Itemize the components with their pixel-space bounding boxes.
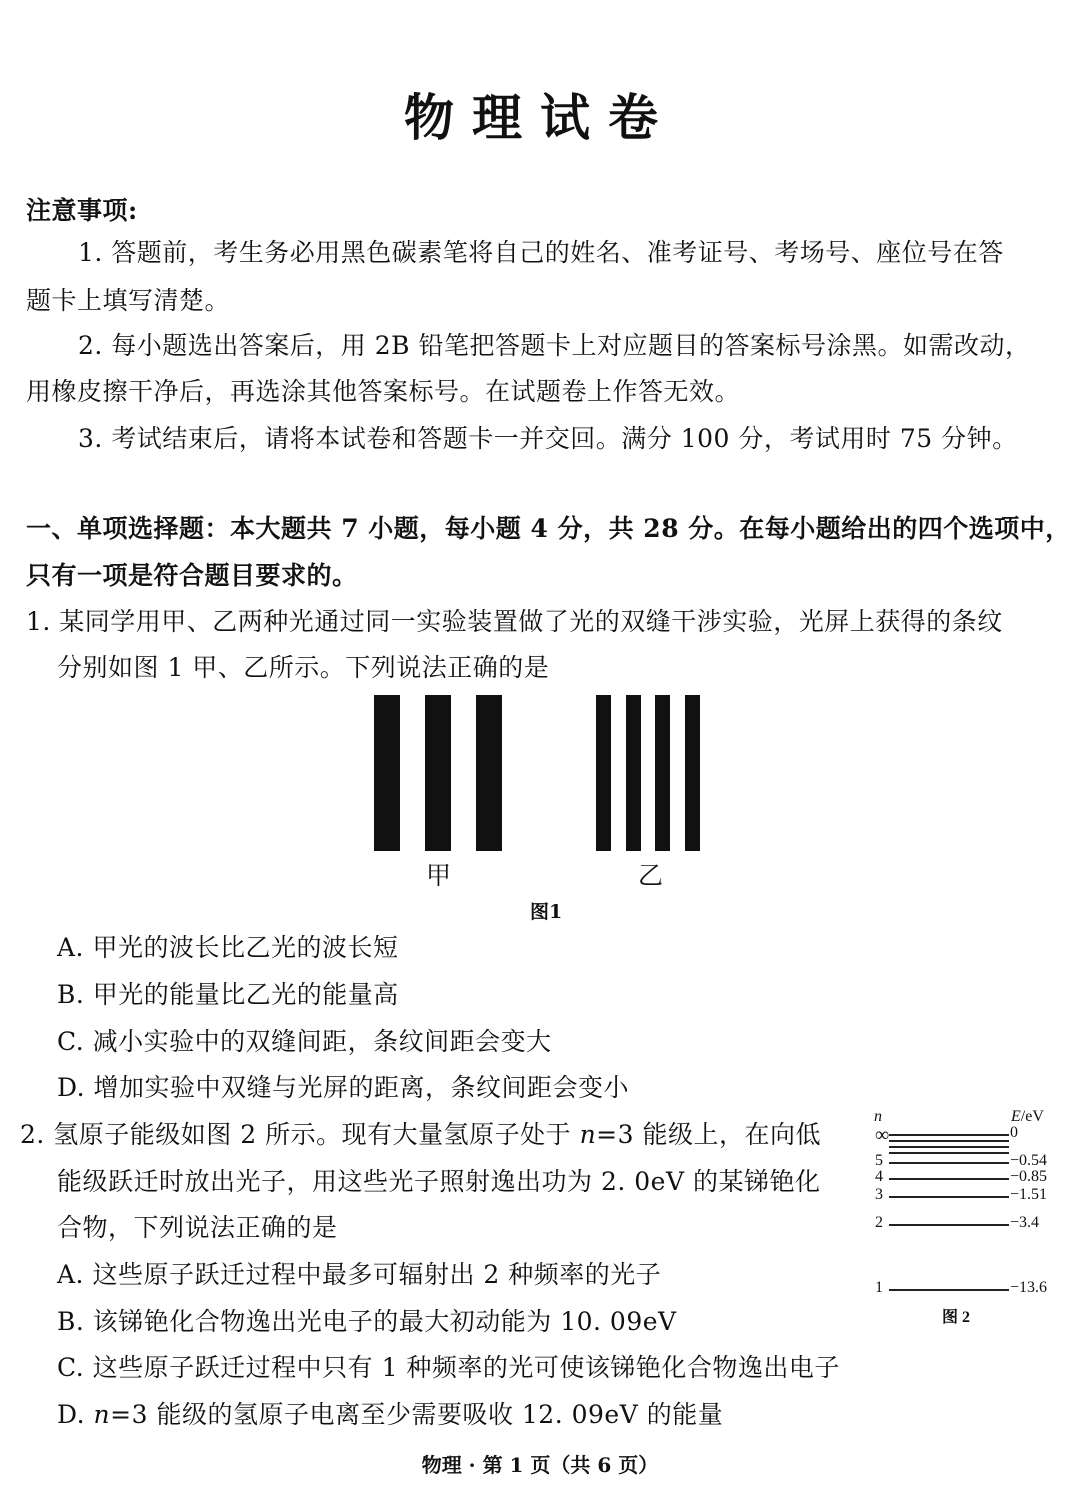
fringe-bar-yi	[596, 695, 611, 851]
energy-level-line	[889, 1196, 1009, 1198]
energy-level-value: −13.6	[1010, 1279, 1048, 1296]
figure-1-label-jia: 甲	[426, 861, 452, 890]
question-1-option-c: C. 减小实验中的双缝间距，条纹间距会变大	[57, 1027, 552, 1056]
energy-level-n-label: 4	[875, 1168, 883, 1185]
energy-level-line	[889, 1162, 1009, 1164]
notice-heading: 注意事项:	[26, 196, 138, 225]
figure-1-label-yi: 乙	[638, 861, 664, 890]
notice-item-1-line2: 题卡上填写清楚。	[26, 286, 231, 315]
energy-unit: /eV	[1020, 1108, 1044, 1125]
energy-level-value: −0.85	[1010, 1168, 1048, 1185]
notice-item-2-line2: 用橡皮擦干净后，再选涂其他答案标号。在试题卷上作答无效。	[26, 377, 741, 406]
energy-level-n-label: ∞	[875, 1124, 890, 1146]
fringe-bar-jia	[374, 695, 400, 851]
energy-level-line	[889, 1224, 1009, 1226]
energy-level-line-dense	[889, 1146, 1009, 1148]
question-2-option-d-text: =3 能级的氢原子电离至少需要吸收 12. 09eV 的能量	[110, 1400, 724, 1429]
figure-2-caption: 图 2	[942, 1309, 971, 1326]
energy-level-n-label: 3	[875, 1186, 883, 1203]
fringe-bar-yi	[626, 695, 641, 851]
fringe-bar-jia	[425, 695, 451, 851]
question-2-stem-line1-a: 2. 氢原子能级如图 2 所示。现有大量氢原子处于	[20, 1120, 580, 1149]
question-2-option-c: C. 这些原子跃迁过程中只有 1 种频率的光可使该锑铯化合物逸出电子	[57, 1353, 840, 1382]
section-heading-line1: 一、单项选择题：本大题共 7 小题，每小题 4 分，共 28 分。在每小题给出的四个选项中，	[26, 514, 1071, 543]
figure-1-caption: 图1	[530, 901, 563, 923]
energy-level-value: −1.51	[1010, 1186, 1048, 1203]
energy-level-line-dense	[889, 1152, 1009, 1154]
question-1-option-d: D. 增加实验中双缝与光屏的距离，条纹间距会变小	[57, 1073, 630, 1102]
fringe-bar-yi	[685, 695, 700, 851]
question-1-stem-line1: 1. 某同学用甲、乙两种光通过同一实验装置做了光的双缝干涉实验，光屏上获得的条纹	[26, 607, 1003, 636]
question-2-stem-line1-b: =3 能级上，在向低	[596, 1120, 821, 1149]
question-1-option-a: A. 甲光的波长比乙光的波长短	[57, 933, 399, 962]
question-1-option-b: B. 甲光的能量比乙光的能量高	[57, 980, 399, 1009]
notice-item-1-line1: 1. 答题前，考生务必用黑色碳素笔将自己的姓名、准考证号、考场号、座位号在答	[78, 238, 1004, 267]
energy-level-value: 0	[1010, 1124, 1018, 1141]
energy-level-value: −3.4	[1010, 1214, 1040, 1231]
energy-level-line-dense	[889, 1140, 1009, 1142]
question-2-option-a: A. 这些原子跃迁过程中最多可辐射出 2 种频率的光子	[57, 1260, 662, 1289]
question-2-stem-line3: 合物，下列说法正确的是	[57, 1213, 338, 1242]
energy-symbol: E	[1011, 1108, 1021, 1125]
question-2-stem-line2: 能级跃迁时放出光子，用这些光子照射逸出功为 2. 0eV 的某锑铯化	[57, 1167, 821, 1196]
question-2-stem-line1	[20, 1115, 821, 1151]
page-title: 物理试卷	[404, 88, 676, 147]
quantum-number-n: n	[579, 1120, 597, 1149]
notice-item-2-line1: 2. 每小题选出答案后，用 2B 铅笔把答题卡上对应题目的答案标号涂黑。如需改动，	[78, 331, 1031, 360]
page-footer: 物理 · 第 1 页（共 6 页）	[421, 1453, 659, 1477]
energy-diagram-n-axis-label: n	[874, 1108, 882, 1125]
question-1-stem-line2: 分别如图 1 甲、乙所示。下列说法正确的是	[57, 653, 550, 682]
question-2-option-b: B. 该锑铯化合物逸出光电子的最大初动能为 10. 09eV	[57, 1307, 677, 1336]
question-2-option-d-prefix: D.	[57, 1400, 94, 1429]
energy-level-line	[889, 1289, 1009, 1291]
energy-level-line	[889, 1178, 1009, 1180]
energy-level-n-label: 5	[875, 1152, 883, 1169]
energy-level-value: −0.54	[1010, 1152, 1048, 1169]
fringe-bar-yi	[655, 695, 670, 851]
energy-level-n-label: 2	[875, 1214, 883, 1231]
question-2-option-d	[57, 1395, 723, 1431]
notice-item-3-line1: 3. 考试结束后，请将本试卷和答题卡一并交回。满分 100 分，考试用时 75 分钟。	[78, 424, 1018, 453]
quantum-number-n: n	[93, 1400, 111, 1429]
section-heading-line2: 只有一项是符合题目要求的。	[26, 561, 358, 590]
energy-level-line	[889, 1134, 1009, 1136]
energy-level-n-label: 1	[875, 1279, 883, 1296]
fringe-bar-jia	[476, 695, 502, 851]
